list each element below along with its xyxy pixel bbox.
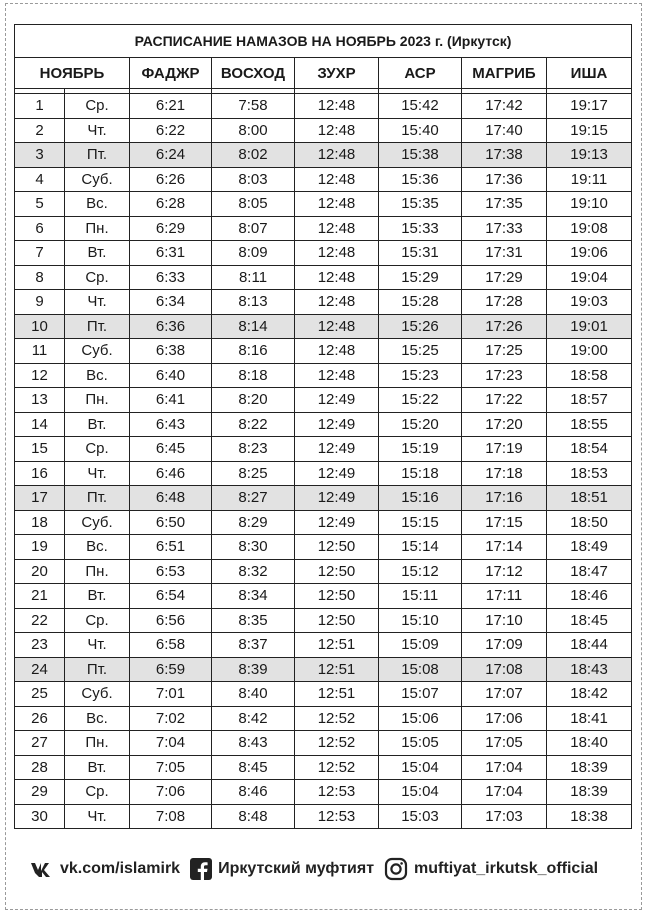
cell-dhuhr: 12:48 [295, 192, 379, 217]
table-row [15, 94, 632, 119]
cell-weekday: Вт. [65, 241, 130, 266]
cell-dhuhr: 12:49 [295, 461, 379, 486]
cell-isha: 18:55 [547, 412, 632, 437]
cell-day: 23 [15, 633, 65, 658]
cell-fajr: 6:21 [130, 94, 212, 119]
cell-day: 20 [15, 559, 65, 584]
cell-fajr: 6:41 [130, 388, 212, 413]
cell-maghrib: 17:28 [462, 290, 547, 315]
cell-dhuhr: 12:48 [295, 339, 379, 364]
cell-maghrib: 17:06 [462, 706, 547, 731]
cell-asr: 15:04 [379, 755, 462, 780]
cell-weekday: Вт. [65, 755, 130, 780]
cell-isha: 19:15 [547, 118, 632, 143]
cell-sunrise: 8:11 [212, 265, 295, 290]
cell-asr: 15:38 [379, 143, 462, 168]
cell-asr: 15:11 [379, 584, 462, 609]
cell-asr: 15:09 [379, 633, 462, 658]
cell-isha: 18:54 [547, 437, 632, 462]
cell-dhuhr: 12:50 [295, 584, 379, 609]
cell-maghrib: 17:03 [462, 804, 547, 829]
cell-sunrise: 8:39 [212, 657, 295, 682]
cell-isha: 18:49 [547, 535, 632, 560]
cell-maghrib: 17:20 [462, 412, 547, 437]
cell-sunrise: 8:29 [212, 510, 295, 535]
table-row [15, 412, 632, 437]
cell-asr: 15:15 [379, 510, 462, 535]
cell-dhuhr: 12:51 [295, 682, 379, 707]
cell-sunrise: 8:13 [212, 290, 295, 315]
cell-maghrib: 17:40 [462, 118, 547, 143]
table-row [15, 780, 632, 805]
cell-asr: 15:05 [379, 731, 462, 756]
cell-sunrise: 8:09 [212, 241, 295, 266]
cell-weekday: Ср. [65, 265, 130, 290]
cell-sunrise: 8:45 [212, 755, 295, 780]
cell-fajr: 7:08 [130, 804, 212, 829]
cell-dhuhr: 12:48 [295, 94, 379, 119]
table-row [15, 339, 632, 364]
cell-weekday: Ср. [65, 94, 130, 119]
cell-isha: 18:58 [547, 363, 632, 388]
cell-weekday: Суб. [65, 167, 130, 192]
cell-weekday: Чт. [65, 118, 130, 143]
cell-day: 29 [15, 780, 65, 805]
table-row [15, 755, 632, 780]
facebook-link[interactable] [190, 858, 374, 880]
cell-fajr: 6:28 [130, 192, 212, 217]
cell-day: 12 [15, 363, 65, 388]
cell-isha: 18:39 [547, 755, 632, 780]
cell-day: 21 [15, 584, 65, 609]
cell-asr: 15:23 [379, 363, 462, 388]
cell-isha: 18:44 [547, 633, 632, 658]
cell-maghrib: 17:31 [462, 241, 547, 266]
cell-asr: 15:16 [379, 486, 462, 511]
cell-asr: 15:12 [379, 559, 462, 584]
cell-day: 3 [15, 143, 65, 168]
cell-fajr: 6:29 [130, 216, 212, 241]
cell-dhuhr: 12:48 [295, 363, 379, 388]
cell-fajr: 6:48 [130, 486, 212, 511]
cell-isha: 18:47 [547, 559, 632, 584]
cell-maghrib: 17:29 [462, 265, 547, 290]
cell-weekday: Пн. [65, 388, 130, 413]
footer-contacts [30, 854, 620, 884]
cell-fajr: 7:01 [130, 682, 212, 707]
facebook-icon [190, 858, 212, 880]
cell-dhuhr: 12:48 [295, 118, 379, 143]
cell-isha: 18:50 [547, 510, 632, 535]
cell-day: 15 [15, 437, 65, 462]
cell-sunrise: 8:42 [212, 706, 295, 731]
vk-text: vk.com/islamirk [60, 860, 181, 877]
cell-fajr: 6:56 [130, 608, 212, 633]
cell-isha: 18:43 [547, 657, 632, 682]
facebook-text: Иркутский муфтият [218, 860, 375, 877]
cell-maghrib: 17:12 [462, 559, 547, 584]
cell-fajr: 6:46 [130, 461, 212, 486]
cell-asr: 15:20 [379, 412, 462, 437]
cell-maghrib: 17:07 [462, 682, 547, 707]
cell-maghrib: 17:14 [462, 535, 547, 560]
cell-day: 11 [15, 339, 65, 364]
cell-fajr: 6:51 [130, 535, 212, 560]
header-isha: ИША [547, 58, 632, 89]
instagram-text: muftiyat_irkutsk_official [414, 860, 599, 877]
cell-asr: 15:18 [379, 461, 462, 486]
cell-weekday: Вс. [65, 535, 130, 560]
cell-dhuhr: 12:49 [295, 388, 379, 413]
cell-maghrib: 17:42 [462, 94, 547, 119]
table-row [15, 388, 632, 413]
cell-day: 30 [15, 804, 65, 829]
cell-asr: 15:25 [379, 339, 462, 364]
cell-weekday: Вт. [65, 584, 130, 609]
cell-fajr: 7:02 [130, 706, 212, 731]
cell-isha: 19:10 [547, 192, 632, 217]
cell-isha: 18:51 [547, 486, 632, 511]
cell-dhuhr: 12:48 [295, 167, 379, 192]
cell-dhuhr: 12:48 [295, 265, 379, 290]
cell-day: 19 [15, 535, 65, 560]
cell-sunrise: 8:48 [212, 804, 295, 829]
cell-sunrise: 8:27 [212, 486, 295, 511]
prayer-schedule-table [14, 24, 632, 829]
table-row [15, 290, 632, 315]
cell-weekday: Чт. [65, 290, 130, 315]
table-row [15, 314, 632, 339]
cell-sunrise: 8:46 [212, 780, 295, 805]
cell-asr: 15:19 [379, 437, 462, 462]
cell-weekday: Суб. [65, 682, 130, 707]
cell-weekday: Пт. [65, 657, 130, 682]
cell-day: 6 [15, 216, 65, 241]
cell-sunrise: 8:34 [212, 584, 295, 609]
cell-maghrib: 17:18 [462, 461, 547, 486]
table-row [15, 461, 632, 486]
cell-dhuhr: 12:48 [295, 143, 379, 168]
cell-weekday: Пн. [65, 731, 130, 756]
cell-dhuhr: 12:50 [295, 559, 379, 584]
cell-isha: 19:03 [547, 290, 632, 315]
cell-dhuhr: 12:49 [295, 412, 379, 437]
cell-dhuhr: 12:49 [295, 437, 379, 462]
cell-day: 10 [15, 314, 65, 339]
cell-asr: 15:31 [379, 241, 462, 266]
cell-day: 1 [15, 94, 65, 119]
header-sunrise: ВОСХОД [212, 58, 295, 89]
cell-day: 17 [15, 486, 65, 511]
cell-maghrib: 17:35 [462, 192, 547, 217]
cell-isha: 18:40 [547, 731, 632, 756]
cell-fajr: 6:43 [130, 412, 212, 437]
cell-maghrib: 17:23 [462, 363, 547, 388]
cell-sunrise: 8:23 [212, 437, 295, 462]
cell-sunrise: 8:02 [212, 143, 295, 168]
cell-weekday: Пт. [65, 143, 130, 168]
cell-sunrise: 8:35 [212, 608, 295, 633]
cell-maghrib: 17:19 [462, 437, 547, 462]
cell-day: 8 [15, 265, 65, 290]
cell-sunrise: 8:05 [212, 192, 295, 217]
cell-fajr: 6:38 [130, 339, 212, 364]
cell-dhuhr: 12:50 [295, 608, 379, 633]
cell-fajr: 6:33 [130, 265, 212, 290]
cell-isha: 18:38 [547, 804, 632, 829]
table-row [15, 731, 632, 756]
cell-day: 5 [15, 192, 65, 217]
cell-asr: 15:40 [379, 118, 462, 143]
cell-dhuhr: 12:51 [295, 657, 379, 682]
cell-sunrise: 7:58 [212, 94, 295, 119]
cell-maghrib: 17:22 [462, 388, 547, 413]
cell-fajr: 6:45 [130, 437, 212, 462]
cell-dhuhr: 12:48 [295, 241, 379, 266]
schedule-body [15, 94, 632, 829]
cell-isha: 19:13 [547, 143, 632, 168]
cell-weekday: Пн. [65, 559, 130, 584]
cell-isha: 19:08 [547, 216, 632, 241]
cell-maghrib: 17:04 [462, 755, 547, 780]
cell-dhuhr: 12:49 [295, 510, 379, 535]
table-row [15, 510, 632, 535]
cell-sunrise: 8:14 [212, 314, 295, 339]
cell-asr: 15:36 [379, 167, 462, 192]
cell-weekday: Пн. [65, 216, 130, 241]
cell-sunrise: 8:18 [212, 363, 295, 388]
table-row [15, 486, 632, 511]
cell-fajr: 6:26 [130, 167, 212, 192]
table-row [15, 804, 632, 829]
table-row [15, 363, 632, 388]
cell-isha: 18:46 [547, 584, 632, 609]
header-asr: АСР [379, 58, 462, 89]
cell-fajr: 6:54 [130, 584, 212, 609]
cell-asr: 15:10 [379, 608, 462, 633]
cell-dhuhr: 12:52 [295, 731, 379, 756]
cell-sunrise: 8:37 [212, 633, 295, 658]
cell-weekday: Суб. [65, 339, 130, 364]
cell-maghrib: 17:04 [462, 780, 547, 805]
cell-fajr: 7:04 [130, 731, 212, 756]
cell-isha: 19:06 [547, 241, 632, 266]
cell-weekday: Ср. [65, 780, 130, 805]
cell-asr: 15:42 [379, 94, 462, 119]
cell-sunrise: 8:25 [212, 461, 295, 486]
cell-isha: 19:01 [547, 314, 632, 339]
cell-dhuhr: 12:52 [295, 706, 379, 731]
table-row [15, 608, 632, 633]
cell-fajr: 6:59 [130, 657, 212, 682]
cell-sunrise: 8:22 [212, 412, 295, 437]
table-row [15, 633, 632, 658]
vk-link[interactable] [30, 860, 180, 878]
table-row [15, 437, 632, 462]
cell-dhuhr: 12:52 [295, 755, 379, 780]
table-row [15, 265, 632, 290]
cell-day: 24 [15, 657, 65, 682]
cell-day: 2 [15, 118, 65, 143]
cell-asr: 15:26 [379, 314, 462, 339]
header-fajr: ФАДЖР [130, 58, 212, 89]
header-dhuhr: ЗУХР [295, 58, 379, 89]
cell-day: 26 [15, 706, 65, 731]
cell-dhuhr: 12:48 [295, 290, 379, 315]
cell-maghrib: 17:33 [462, 216, 547, 241]
cell-sunrise: 8:32 [212, 559, 295, 584]
table-row [15, 584, 632, 609]
cell-dhuhr: 12:51 [295, 633, 379, 658]
cell-isha: 18:53 [547, 461, 632, 486]
cell-sunrise: 8:07 [212, 216, 295, 241]
table-row [15, 682, 632, 707]
cell-sunrise: 8:30 [212, 535, 295, 560]
cell-isha: 19:11 [547, 167, 632, 192]
cell-day: 28 [15, 755, 65, 780]
cell-maghrib: 17:36 [462, 167, 547, 192]
cell-maghrib: 17:26 [462, 314, 547, 339]
cell-weekday: Пт. [65, 486, 130, 511]
cell-isha: 19:00 [547, 339, 632, 364]
cell-fajr: 6:40 [130, 363, 212, 388]
cell-maghrib: 17:08 [462, 657, 547, 682]
cell-day: 16 [15, 461, 65, 486]
cell-asr: 15:07 [379, 682, 462, 707]
cell-day: 22 [15, 608, 65, 633]
cell-day: 4 [15, 167, 65, 192]
cell-fajr: 6:34 [130, 290, 212, 315]
table-row [15, 657, 632, 682]
cell-dhuhr: 12:53 [295, 804, 379, 829]
table-row [15, 143, 632, 168]
table-title: РАСПИСАНИЕ НАМАЗОВ НА НОЯБРЬ 2023 г. (Иркутск) [15, 25, 632, 58]
cell-maghrib: 17:38 [462, 143, 547, 168]
cell-sunrise: 8:03 [212, 167, 295, 192]
cell-sunrise: 8:43 [212, 731, 295, 756]
cell-fajr: 6:22 [130, 118, 212, 143]
cell-weekday: Вс. [65, 706, 130, 731]
cell-day: 18 [15, 510, 65, 535]
cell-fajr: 7:05 [130, 755, 212, 780]
cell-asr: 15:29 [379, 265, 462, 290]
cell-weekday: Чт. [65, 804, 130, 829]
cell-maghrib: 17:11 [462, 584, 547, 609]
table-row [15, 118, 632, 143]
cell-weekday: Чт. [65, 461, 130, 486]
cell-asr: 15:08 [379, 657, 462, 682]
cell-sunrise: 8:00 [212, 118, 295, 143]
cell-asr: 15:22 [379, 388, 462, 413]
cell-sunrise: 8:20 [212, 388, 295, 413]
cell-fajr: 7:06 [130, 780, 212, 805]
cell-isha: 19:04 [547, 265, 632, 290]
cell-dhuhr: 12:50 [295, 535, 379, 560]
instagram-link[interactable] [384, 857, 598, 881]
cell-day: 7 [15, 241, 65, 266]
cell-asr: 15:28 [379, 290, 462, 315]
cell-fajr: 6:24 [130, 143, 212, 168]
cell-fajr: 6:53 [130, 559, 212, 584]
cell-maghrib: 17:16 [462, 486, 547, 511]
table-row [15, 559, 632, 584]
cell-day: 9 [15, 290, 65, 315]
table-row [15, 535, 632, 560]
cell-sunrise: 8:16 [212, 339, 295, 364]
cell-isha: 18:39 [547, 780, 632, 805]
instagram-icon [384, 857, 408, 881]
cell-fajr: 6:31 [130, 241, 212, 266]
table-row [15, 167, 632, 192]
cell-isha: 18:42 [547, 682, 632, 707]
cell-dhuhr: 12:48 [295, 216, 379, 241]
table-row [15, 241, 632, 266]
header-month: НОЯБРЬ [15, 58, 130, 89]
cell-maghrib: 17:10 [462, 608, 547, 633]
table-row [15, 706, 632, 731]
cell-day: 25 [15, 682, 65, 707]
cell-asr: 15:04 [379, 780, 462, 805]
cell-day: 14 [15, 412, 65, 437]
cell-asr: 15:35 [379, 192, 462, 217]
cell-weekday: Вс. [65, 363, 130, 388]
cell-fajr: 6:58 [130, 633, 212, 658]
cell-isha: 19:17 [547, 94, 632, 119]
cell-asr: 15:33 [379, 216, 462, 241]
cell-sunrise: 8:40 [212, 682, 295, 707]
table-row [15, 216, 632, 241]
cell-fajr: 6:50 [130, 510, 212, 535]
cell-asr: 15:03 [379, 804, 462, 829]
cell-weekday: Чт. [65, 633, 130, 658]
cell-fajr: 6:36 [130, 314, 212, 339]
cell-day: 13 [15, 388, 65, 413]
cell-maghrib: 17:09 [462, 633, 547, 658]
cell-asr: 15:06 [379, 706, 462, 731]
cell-dhuhr: 12:53 [295, 780, 379, 805]
cell-weekday: Вс. [65, 192, 130, 217]
cell-asr: 15:14 [379, 535, 462, 560]
cell-weekday: Ср. [65, 608, 130, 633]
header-maghrib: МАГРИБ [462, 58, 547, 89]
cell-weekday: Ср. [65, 437, 130, 462]
cell-isha: 18:41 [547, 706, 632, 731]
cell-isha: 18:45 [547, 608, 632, 633]
cell-day: 27 [15, 731, 65, 756]
cell-isha: 18:57 [547, 388, 632, 413]
cell-weekday: Вт. [65, 412, 130, 437]
cell-maghrib: 17:15 [462, 510, 547, 535]
cell-dhuhr: 12:49 [295, 486, 379, 511]
vk-icon [30, 861, 54, 877]
table-row [15, 192, 632, 217]
cell-maghrib: 17:25 [462, 339, 547, 364]
cell-maghrib: 17:05 [462, 731, 547, 756]
cell-dhuhr: 12:48 [295, 314, 379, 339]
cell-weekday: Пт. [65, 314, 130, 339]
cell-weekday: Суб. [65, 510, 130, 535]
